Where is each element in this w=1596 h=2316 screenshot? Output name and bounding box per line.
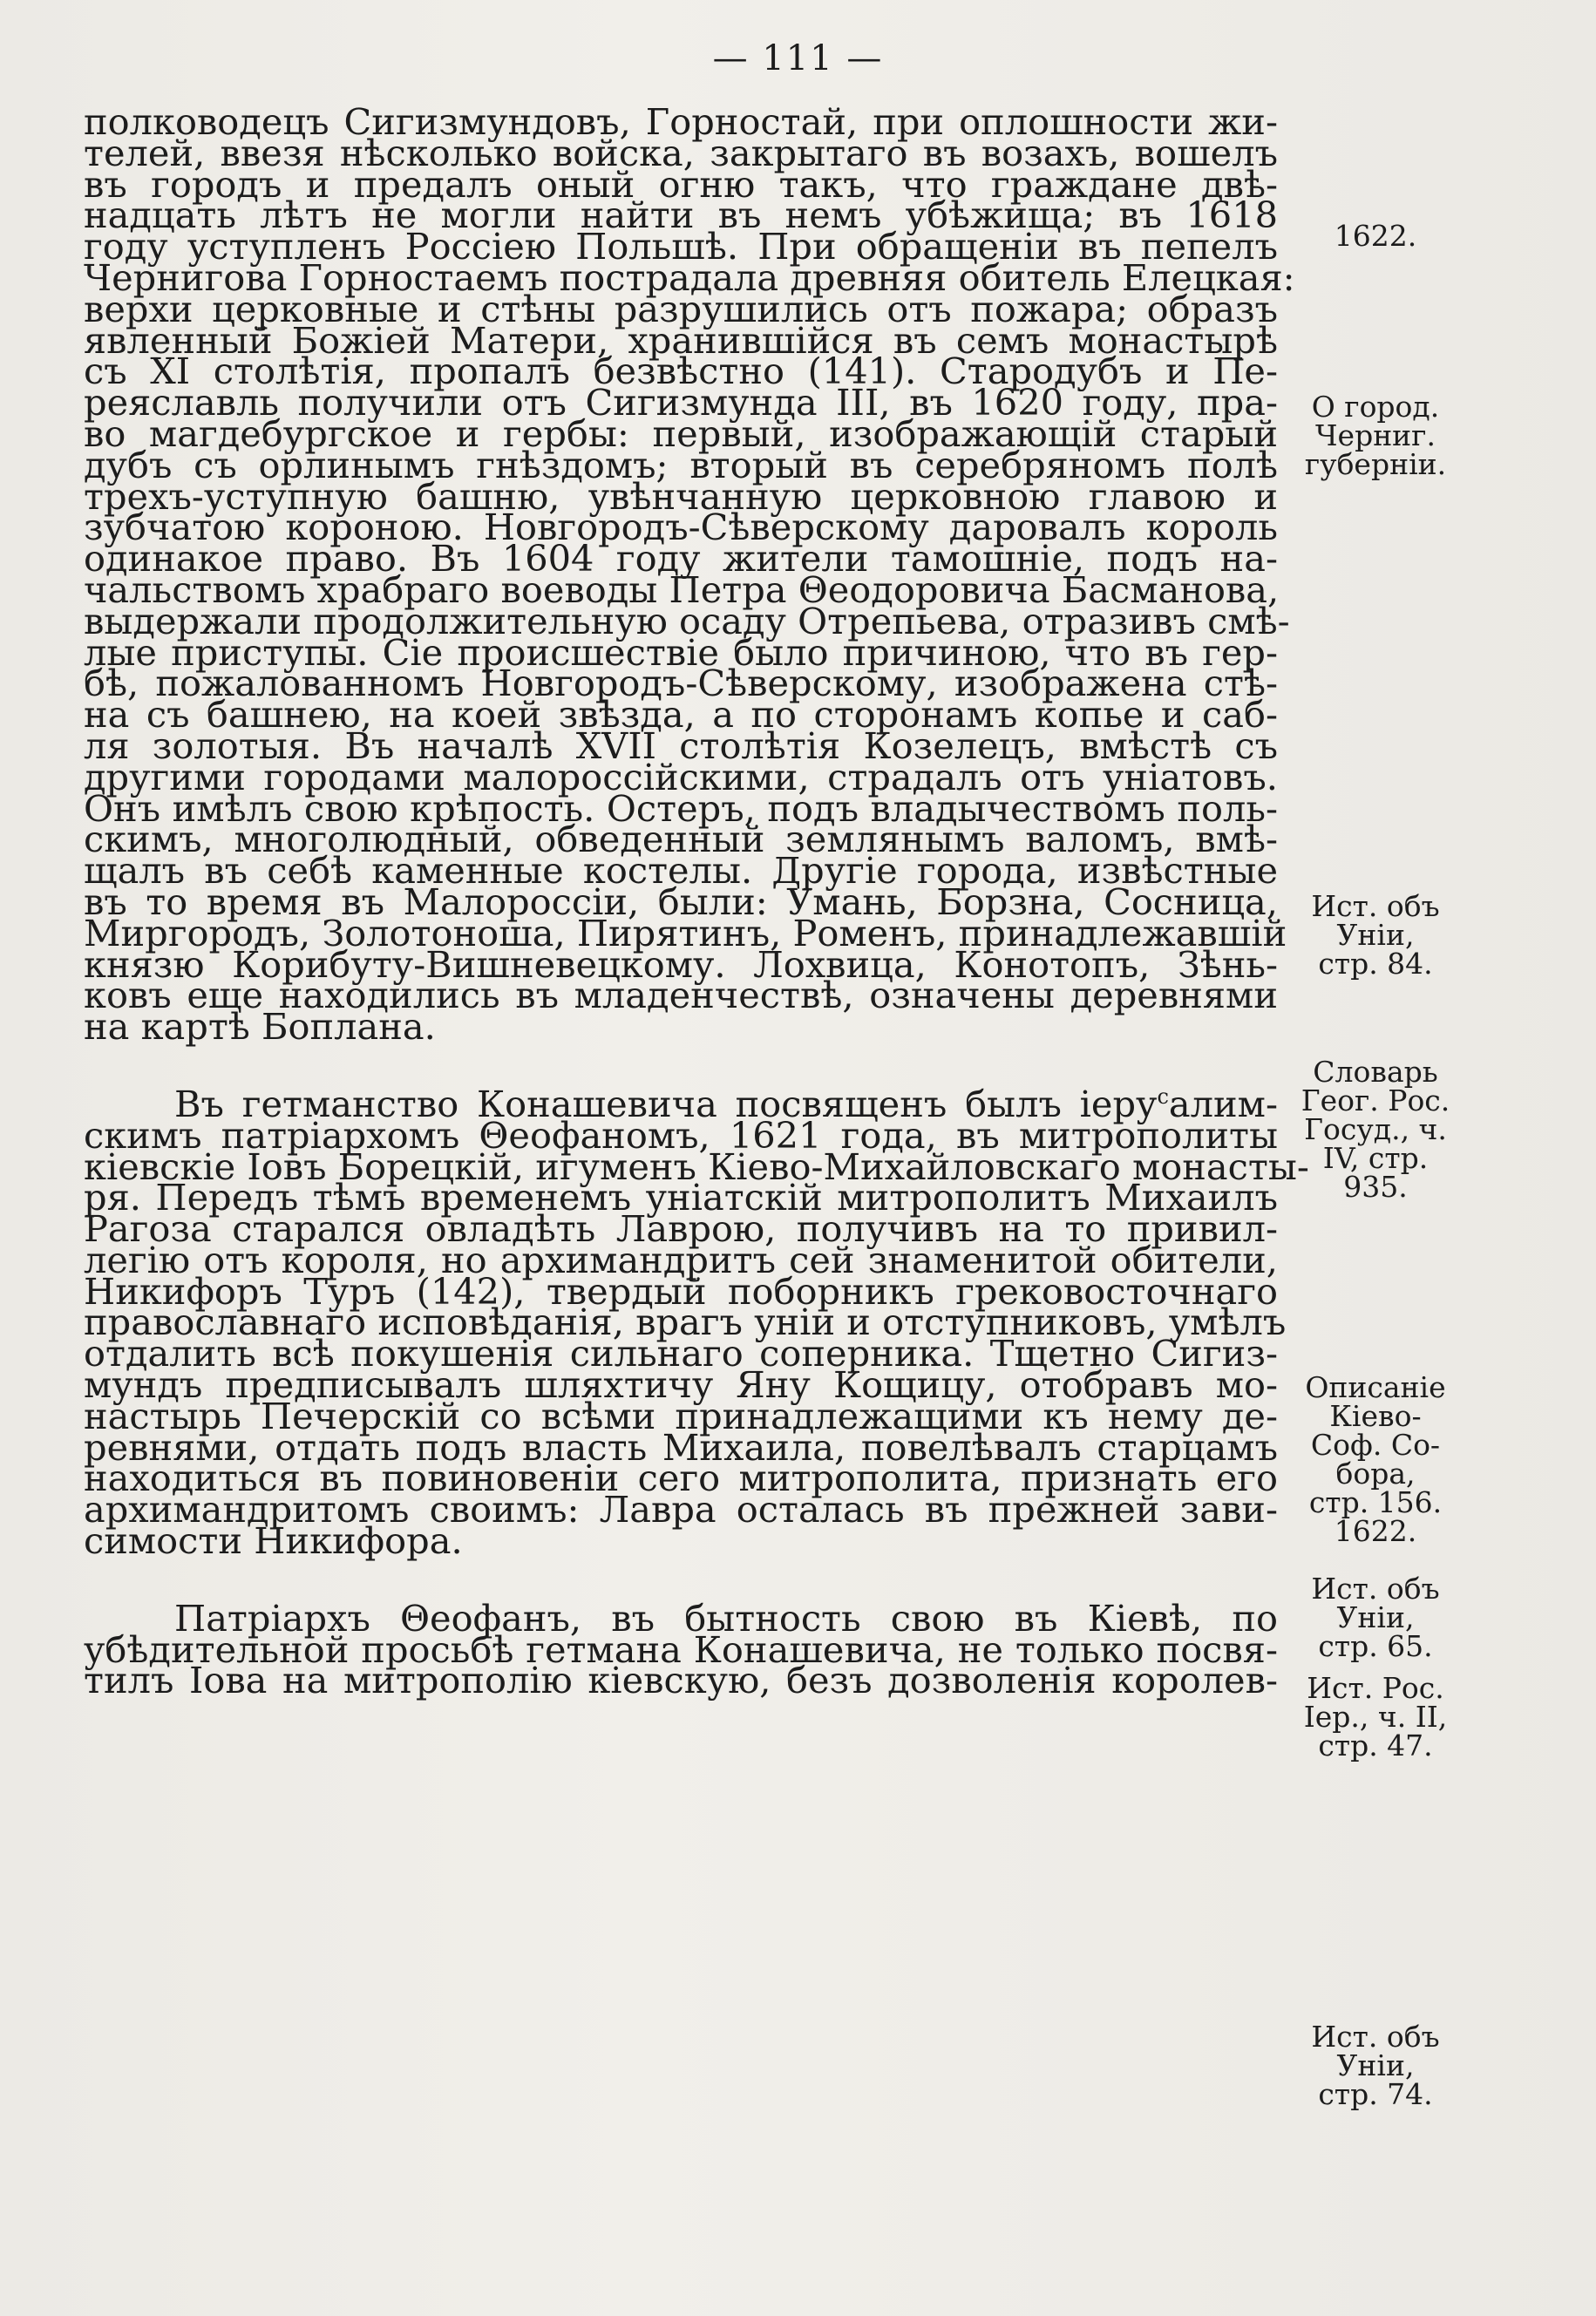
- text-line: князю Корибуту-Вишневецкому. Лохвица, Конотопъ, Зѣнь-: [84, 942, 1278, 986]
- text-line: зубчатою короною. Новгородъ-Сѣверскому даровалъ король: [84, 506, 1278, 549]
- margin-note-line: Госуд., ч.: [1304, 1112, 1447, 1146]
- text-line: выдержали продолжительную осаду Отрепьева, отразивъ смѣ-: [84, 599, 1290, 642]
- text-line: одинакое право. Въ 1604 году жители тамошнiе, подъ на-: [84, 537, 1278, 581]
- margin-note-line: 935.: [1343, 1170, 1408, 1204]
- text-line: съ XI столѣтiя, пропалъ безвѣстно (141). Стародубъ и Пе-: [84, 350, 1278, 393]
- margin-note-line: Ист. объ: [1311, 889, 1440, 923]
- margin-note-line: 1622.: [1334, 1514, 1417, 1548]
- paragraph-1: [84, 100, 1295, 1049]
- text-line: явленный Божiей Матери, хранившiйся въ семъ монастырѣ: [84, 318, 1278, 362]
- margin-note-line: Кiево-: [1329, 1399, 1422, 1433]
- text-line: тилъ Iова на митрополiю кiевскую, безъ дозволенiя королев-: [84, 1659, 1278, 1702]
- text-line: верхи церковные и стѣны разрушились отъ пожара; образъ: [84, 287, 1278, 330]
- margin-note-line: Геог. Рос.: [1301, 1083, 1450, 1117]
- text-line: симости Никифора.: [84, 1519, 463, 1563]
- text-line: Онъ имѣлъ свою крѣпость. Остеръ, подъ владычествомъ поль-: [84, 786, 1278, 830]
- text-line: Рагоза старался овладѣть Лаврою, получивъ на то привил-: [84, 1207, 1278, 1251]
- margin-note-line: Унiи,: [1336, 918, 1415, 952]
- text-line: Никифоръ Туръ (142), твердый поборникъ грековосточнаго: [84, 1269, 1278, 1313]
- margin-note-line: IV, стр.: [1322, 1141, 1429, 1175]
- text-line: реяславль получили отъ Сигизмунда III, въ 1620 году, пра-: [84, 381, 1278, 424]
- text-line: мундъ предписывалъ шляхтичу Яну Кощицу, отобравъ мо-: [84, 1363, 1278, 1407]
- text-line: году уступленъ Россiею Польшѣ. При обращенiи въ пепелъ: [84, 225, 1278, 268]
- margin-note-line: стр. 65.: [1318, 1629, 1433, 1663]
- text-line: ревнями, отдать подъ власть Михаила, повелѣвалъ старцамъ: [84, 1425, 1278, 1469]
- margin-note-line: 1622.: [1334, 219, 1417, 253]
- margin-note-line: стр. 156.: [1308, 1485, 1443, 1519]
- text-line: убѣдительной просьбѣ гетмана Конашевича, не только посвя-: [84, 1627, 1278, 1671]
- margin-note-line: Черниг.: [1315, 418, 1436, 452]
- text-line: Миргородъ, Золотоноша, Пирятинъ, Роменъ, принадлежавшiй: [84, 911, 1287, 954]
- margin-note: [1288, 2022, 1463, 2109]
- text-line: другими городами малороссiйскими, страдалъ отъ унiатовъ.: [84, 755, 1278, 798]
- text-span: алим-: [1168, 1082, 1278, 1125]
- text-line: ля золотыя. Въ началѣ XVII столѣтiя Козелецъ, вмѣстѣ съ: [84, 723, 1278, 767]
- text-line: бѣ, пожалованномъ Новгородъ-Сѣверскому, изображена стѣ-: [84, 662, 1278, 705]
- text-line: полководецъ Сигизмундовъ, Горностай, при оплошности жи-: [84, 100, 1278, 143]
- text-line: скимъ патрiархомъ Θеофаномъ, 1621 года, въ митрополиты: [84, 1113, 1278, 1157]
- text-line: Патрiархъ Θеофанъ, въ бытность свою въ Кiевѣ, по: [174, 1596, 1278, 1640]
- margin-note-line: Ист. объ: [1311, 1572, 1440, 1606]
- text-line: Чернигова Горностаемъ пострадала древняя обитель Елецкая:: [84, 255, 1295, 299]
- text-line: ковъ еще находились въ младенчествѣ, означены деревнями: [84, 974, 1278, 1017]
- margin-note: [1288, 1574, 1463, 1661]
- text-line: на картѣ Боплана.: [84, 1005, 436, 1049]
- margin-note-line: Iер., ч. II,: [1303, 1700, 1448, 1734]
- margin-note-line: О город.: [1311, 390, 1440, 424]
- margin-note-line: стр. 74.: [1318, 2077, 1433, 2111]
- text-line: отдалить всѣ покушенiя сильнаго соперника. Тщетно Сигиз-: [84, 1332, 1278, 1375]
- margin-note-line: стр. 47.: [1318, 1729, 1433, 1762]
- margin-note: [1288, 1671, 1463, 1762]
- text-line: чальствомъ храбраго воеводы Петра Θеодоровича Басманова,: [84, 567, 1280, 611]
- page-number: — 111 —: [712, 38, 884, 78]
- text-line: въ то время въ Малороссiи, были: Умань, Борзна, Сосница,: [84, 880, 1278, 923]
- text-line: архимандритомъ своимъ: Лавра осталась въ прежней зави-: [84, 1488, 1278, 1532]
- margin-note-line: Ист. объ: [1311, 2020, 1440, 2054]
- text-line: телей, ввезя нѣсколько войска, закрытаго въ возахъ, вошелъ: [84, 131, 1278, 174]
- text-line: дубъ съ орлинымъ гнѣздомъ; вторый въ серебряномъ полѣ: [84, 443, 1278, 486]
- paragraph-gap: [84, 1557, 1278, 1603]
- margin-note-line: Унiи,: [1336, 1600, 1415, 1634]
- text-line: щалъ въ себѣ каменные костелы. Другiе города, извѣстные: [84, 849, 1278, 893]
- text-line: трехъ-уступную башню, увѣнчанную церковною главою и: [84, 474, 1278, 518]
- margin-note: [1288, 392, 1463, 479]
- superscript-letter: с: [1157, 1084, 1169, 1110]
- text-line: надцать лѣтъ не могли найти въ немъ убѣжища; въ 1618: [84, 194, 1278, 237]
- text-line: кiевскiе Iовъ Борецкiй, игуменъ Кiево-Михайловскаго монасты-: [84, 1144, 1309, 1188]
- paragraph-3: [84, 1596, 1278, 1702]
- text-line: во магдебургское и гербы: первый, изображающiй старый: [84, 411, 1278, 455]
- margin-note-line: Ист. Рос.: [1307, 1671, 1444, 1705]
- text-line: настырь Печерскiй со всѣми принадлежащими къ нему де-: [84, 1394, 1278, 1437]
- text-line: на съ башнею, на коей звѣзда, а по сторонамъ копье и саб-: [84, 693, 1278, 737]
- text-line: ря. Передъ тѣмъ временемъ унiатскiй митрополитъ Михаилъ: [84, 1176, 1278, 1219]
- margin-note-line: Словарь: [1313, 1055, 1438, 1089]
- text-line: въ городъ и предалъ оный огню такъ, что граждане двѣ-: [84, 162, 1278, 206]
- margin-note: [1288, 219, 1463, 253]
- paragraph-2: [84, 1082, 1309, 1563]
- main-text: [84, 100, 1309, 1702]
- margin-note: [1288, 889, 1463, 981]
- margin-note-line: бора,: [1335, 1457, 1416, 1491]
- text-line: находиться въ повиновенiи сего митрополита, признать его: [84, 1457, 1278, 1500]
- text-span: Въ гетманство Конашевича посвященъ былъ iеру: [174, 1082, 1158, 1125]
- margin-note: [1288, 1055, 1463, 1204]
- text-line: легiю отъ короля, но архимандритъ сей знаменитой обители,: [84, 1238, 1278, 1281]
- margin-note-line: стр. 84.: [1318, 947, 1433, 981]
- margin-note-line: Соф. Со-: [1310, 1428, 1441, 1462]
- margin-note: [1288, 1370, 1463, 1548]
- margin-note-line: губернiи.: [1304, 447, 1447, 481]
- margin-note-line: Описанiе: [1305, 1370, 1446, 1404]
- text-line: скимъ, многолюдный, обведенный землянымъ валомъ, вмѣ-: [84, 818, 1278, 861]
- margin-note-line: Унiи,: [1336, 2048, 1415, 2082]
- text-line: православнаго исповѣданiя, врагъ унiи и отступниковъ, умѣлъ: [84, 1301, 1287, 1344]
- text-line: лые приступы. Сiе происшествiе было причиною, что въ гер-: [84, 630, 1278, 674]
